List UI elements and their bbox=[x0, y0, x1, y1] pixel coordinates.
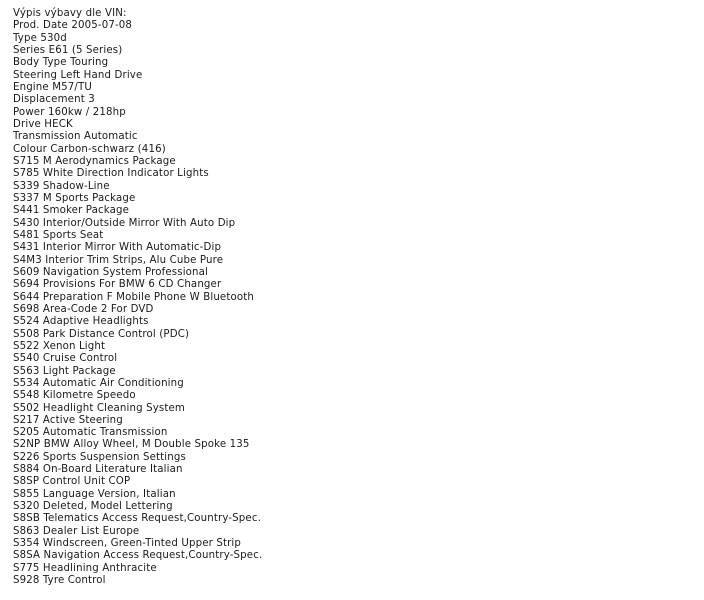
option-line: S863 Dealer List Europe bbox=[13, 525, 140, 537]
option-line: S534 Automatic Air Conditioning bbox=[13, 377, 184, 389]
option-line: S2NP BMW Alloy Wheel, M Double Spoke 135 bbox=[13, 439, 250, 451]
option-line: S609 Navigation System Professional bbox=[13, 266, 209, 278]
body-type-line: Body Type Touring bbox=[13, 57, 109, 69]
option-line: S217 Active Steering bbox=[13, 414, 123, 426]
steering-line: Steering Left Hand Drive bbox=[13, 69, 143, 81]
option-line: S928 Tyre Control bbox=[13, 575, 106, 587]
option-line: S430 Interior/Outside Mirror With Auto Dip bbox=[13, 217, 236, 229]
option-line: S339 Shadow-Line bbox=[13, 180, 110, 192]
option-line: S548 Kilometre Speedo bbox=[13, 390, 136, 402]
vin-equipment-list bbox=[13, 8, 693, 587]
option-line: S855 Language Version, Italian bbox=[13, 488, 176, 500]
option-line: S8SP Control Unit COP bbox=[13, 476, 131, 488]
option-line: S320 Deleted, Model Lettering bbox=[13, 501, 173, 513]
option-line: S4M3 Interior Trim Strips, Alu Cube Pure bbox=[13, 254, 224, 266]
option-line: S522 Xenon Light bbox=[13, 340, 106, 352]
option-line: S785 White Direction Indicator Lights bbox=[13, 168, 209, 180]
option-line: S481 Sports Seat bbox=[13, 229, 104, 241]
option-line: S8SA Navigation Access Request,Country-Spec. bbox=[13, 550, 263, 562]
option-line: S508 Park Distance Control (PDC) bbox=[13, 328, 190, 340]
series-line: Series E61 (5 Series) bbox=[13, 44, 123, 56]
power-line: Power 160kw / 218hp bbox=[13, 106, 126, 118]
engine-line: Engine M57/TU bbox=[13, 81, 92, 93]
option-line: S884 On-Board Literature Italian bbox=[13, 464, 183, 476]
option-line: S337 M Sports Package bbox=[13, 192, 136, 204]
option-line: S715 M Aerodynamics Package bbox=[13, 155, 176, 167]
prod-date-line: Prod. Date 2005-07-08 bbox=[13, 20, 133, 32]
option-line: S540 Cruise Control bbox=[13, 353, 118, 365]
option-line: S354 Windscreen, Green-Tinted Upper Strip bbox=[13, 538, 242, 550]
option-line: S644 Preparation F Mobile Phone W Bluetooth bbox=[13, 291, 255, 303]
option-line: S205 Automatic Transmission bbox=[13, 427, 168, 439]
drive-line: Drive HECK bbox=[13, 118, 73, 130]
list-heading: Výpis výbavy dle VIN: bbox=[13, 8, 127, 19]
option-line: S694 Provisions For BMW 6 CD Changer bbox=[13, 279, 222, 291]
colour-line: Colour Carbon-schwarz (416) bbox=[13, 143, 166, 155]
type-line: Type 530d bbox=[13, 32, 67, 44]
option-line: S226 Sports Suspension Settings bbox=[13, 451, 186, 463]
transmission-line: Transmission Automatic bbox=[13, 131, 138, 143]
option-line: S698 Area-Code 2 For DVD bbox=[13, 303, 154, 315]
option-line: S775 Headlining Anthracite bbox=[13, 562, 157, 574]
option-line: S502 Headlight Cleaning System bbox=[13, 402, 185, 414]
option-line: S431 Interior Mirror With Automatic-Dip bbox=[13, 242, 222, 254]
option-line: S441 Smoker Package bbox=[13, 205, 130, 217]
option-line: S563 Light Package bbox=[13, 365, 116, 377]
displacement-line: Displacement 3 bbox=[13, 94, 95, 106]
option-line: S8SB Telematics Access Request,Country-Spec. bbox=[13, 513, 261, 525]
option-line: S524 Adaptive Headlights bbox=[13, 316, 149, 328]
